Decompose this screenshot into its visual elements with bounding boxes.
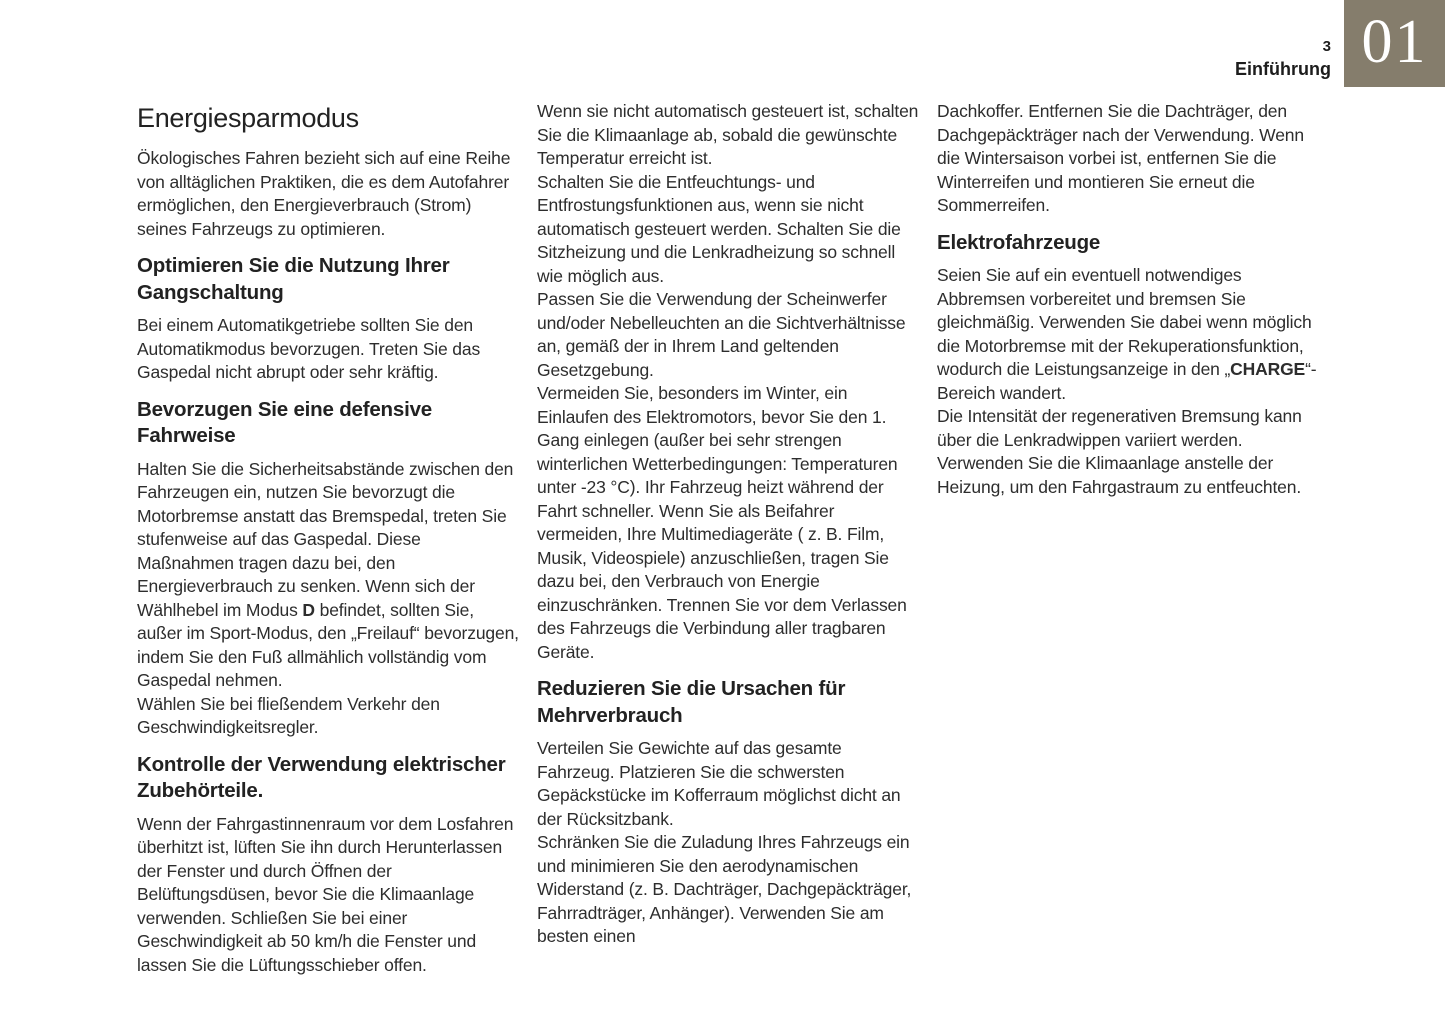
content-columns — [137, 100, 1321, 977]
page-number: 3 — [1322, 38, 1331, 55]
sub-heading: Bevorzugen Sie eine defensive Fahrweise — [137, 397, 432, 447]
paragraph: Wählen Sie bei fließendem Verkehr den Geschwindigkeitsregler. — [137, 693, 440, 737]
paragraph: Die Intensität der regenerativen Bremsung kann über die Lenkradwippen variiert werden. Verwenden Sie die Klimaanlage anstelle der Heizung, um den Fahrgastraum zu entfeuchten. — [937, 406, 1302, 497]
text-column-1 — [137, 100, 521, 977]
section-title: Einführung — [1235, 59, 1331, 79]
paragraph: Dachkoffer. Entfernen Sie die Dachträger, den Dachgepäckträger nach der Verwendung. Wenn die Wintersaison vorbei ist, entfernen Sie die Winterreifen und montieren Sie erneut die Sommerreifen. — [937, 101, 1304, 215]
chapter-number-badge: 01 — [1344, 0, 1445, 87]
text-column-2 — [537, 100, 921, 977]
paragraph: Wenn sie nicht automatisch gesteuert ist, schalten Sie die Klimaanlage ab, sobald die gewünschte Temperatur erreicht ist. — [537, 101, 919, 168]
paragraph: Verteilen Sie Gewichte auf das gesamte Fahrzeug. Platzieren Sie die schwersten Gepäckstücke im Kofferraum möglichst dicht an der Rücksitzbank. — [537, 738, 901, 829]
sub-heading: Kontrolle der Verwendung elektrischer Zubehörteile. — [137, 752, 506, 802]
paragraph: Schalten Sie die Entfeuchtungs- und Entfrostungsfunktionen aus, wenn sie nicht automatisch gesteuert werden. Schalten Sie die Sitzheizung und die Lenkradheizung so schnell wie möglich aus. — [537, 171, 901, 286]
paragraph: Halten Sie die Sicherheitsabstände zwischen den Fahrzeugen ein, nutzen Sie bevorzugt die Motorbremse anstatt das Bremspedal, treten Sie stufenweise auf das Gaspedal. Diese Maßnahmen tragen dazu bei, den Energieverbrauch zu senken. Wenn sich der Wählhebel im Modus D befindet, sollten Sie, außer im Sport-Modus, den „Freilauf“ bevorzugen, indem Sie den Fuß allmählich vollständig vom Gaspedal nehmen. — [137, 458, 519, 690]
sub-heading: Reduzieren Sie die Ursachen für Mehrverbrauch — [537, 677, 846, 727]
sub-heading: Elektrofahrzeuge — [937, 230, 1101, 254]
paragraph: Schränken Sie die Zuladung Ihres Fahrzeugs ein und minimieren Sie den aerodynamischen Widerstand (z. B. Dachträger, Dachgepäckträger, Fahrradträger, Anhänger). Verwenden Sie am besten einen — [537, 832, 912, 946]
paragraph: Vermeiden Sie, besonders im Winter, ein Einlaufen des Elektromotors, bevor Sie den 1. Gang einlegen (außer bei sehr strengen winterlichen Wetterbedingungen: Temperaturen unter -23 °C). Ihr Fahrzeug heizt während der Fahrt schneller. Wenn Sie als Beifahrer vermeiden, Ihre Multimediageräte ( z. B. Film, Musik, Videospiele) anzuschließen, tragen Sie dazu bei, den Verbrauch von Energie einzuschränken. Trennen Sie vor dem Verlassen des Fahrzeugs die Verbindung aller tragbaren Geräte. — [537, 383, 907, 662]
paragraph: Bei einem Automatikgetriebe sollten Sie den Automatikmodus bevorzugen. Treten Sie das Gaspedal nicht abrupt oder sehr kräftig. — [137, 315, 481, 382]
paragraph: Seien Sie auf ein eventuell notwendiges Abbremsen vorbereitet und bremsen Sie gleichmäßig. Verwenden Sie dabei wenn möglich die Motorbremse mit der Rekuperationsfunktion, wodurch die Leistungsanzeige in den „CHARGE“-Bereich wandert. — [937, 265, 1317, 403]
paragraph: Wenn der Fahrgastinnenraum vor dem Losfahren überhitzt ist, lüften Sie ihn durch Herunterlassen der Fenster und durch Öffnen der Belüftungsdüsen, bevor Sie die Klimaanlage verwenden. Schließen Sie bei einer Geschwindigkeit ab 50 km/h die Fenster und lassen Sie die Lüftungsschieber offen. — [137, 813, 514, 975]
text-column-3 — [937, 100, 1321, 977]
sub-heading: Optimieren Sie die Nutzung Ihrer Gangschaltung — [137, 254, 450, 304]
paragraph: Passen Sie die Verwendung der Scheinwerfer und/oder Nebelleuchten an die Sichtverhältnisse an, gemäß der in Ihrem Land geltenden Gesetzgebung. — [537, 289, 906, 380]
header-meta — [1235, 38, 1331, 80]
paragraph: Ökologisches Fahren bezieht sich auf eine Reihe von alltäglichen Praktiken, die es dem Autofahrer ermöglichen, den Energieverbrauch (Strom) seines Fahrzeugs zu optimieren. — [137, 148, 511, 239]
main-title: Energiesparmodus — [137, 103, 359, 133]
